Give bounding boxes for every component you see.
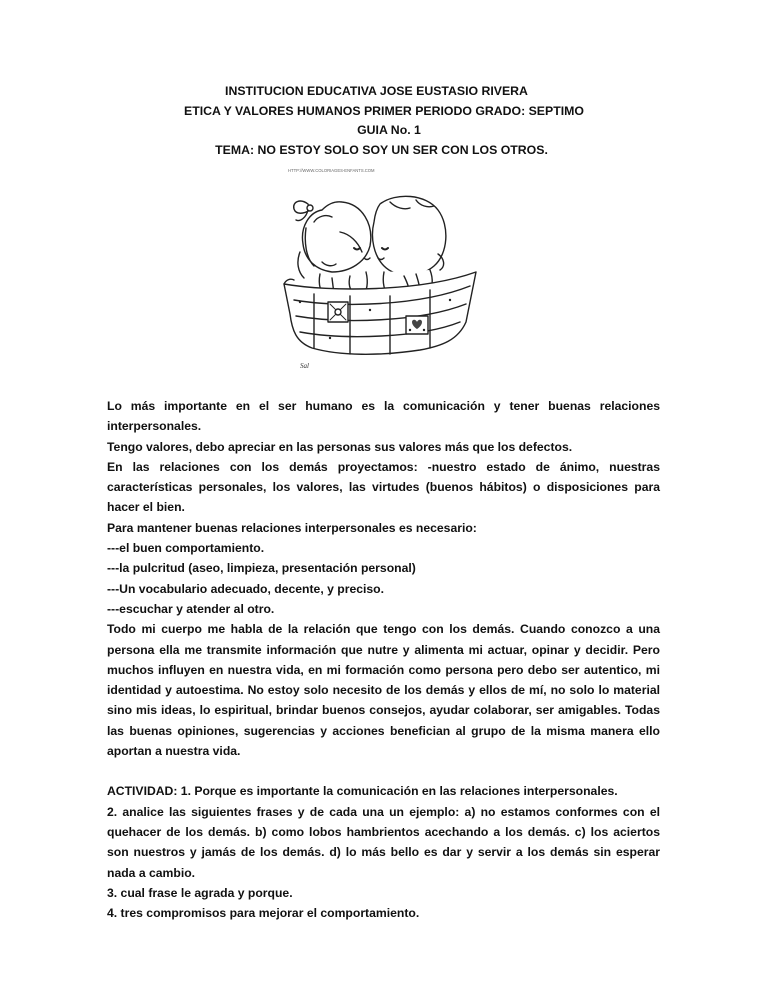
course-info: ETICA Y VALORES HUMANOS PRIMER PERIODO GRADO: SEPTIMO — [184, 103, 584, 118]
activity-question-1: ACTIVIDAD: 1. Porque es importante la comunicación en las relaciones interpersonales. — [107, 784, 618, 799]
list-item: ---la pulcritud (aseo, limpieza, presentación personal) — [107, 561, 416, 576]
activity-question-3: 3. cual frase le agrada y porque. — [107, 885, 293, 900]
paragraph-values: Tengo valores, debo apreciar en las personas sus valores más que los defectos. — [107, 439, 573, 454]
paragraph-intro: Lo más importante en el ser humano es la comunicación y tener buenas relaciones interpersonales. — [107, 399, 660, 434]
document-body — [107, 396, 660, 923]
paragraph-relations: Todo mi cuerpo me habla de la relación que tengo con los demás. Cuando conozco a una persona ella me transmite información que nutre y alimenta mi actuar, opinar y decidir. Pero muchos influyen en nuestra vida, en mi formación como persona pero debo ser autentico, mi identidad y autoestima. No estoy solo necesito de los demás y ellos de mí, no solo lo material sino mis ideas, lo espiritual, brindar buenos consejos, ayudar colaborar, ser amigables. Todas las buenas opiniones, sugerencias y acciones benefician al grupo de la misma manera ello aportan a nuestra vida. — [107, 622, 660, 759]
list-item: ---Un vocabulario adecuado, decente, y preciso. — [107, 581, 384, 596]
school-name: INSTITUCION EDUCATIVA JOSE EUSTASIO RIVERA — [225, 84, 528, 98]
paragraph-projections: En las relaciones con los demás proyectamos: -nuestro estado de ánimo, nuestras características personales, los valores, las virtudes (buenos hábitos) o disposiciones para hacer el bien. — [107, 459, 660, 515]
guide-topic: TEMA: NO ESTOY SOLO SOY UN SER CON LOS OTROS. — [215, 143, 548, 158]
illustration-signature: Sal — [300, 362, 309, 370]
document-header — [0, 82, 768, 161]
activity-question-2: 2. analice las siguientes frases y de cada una un ejemplo: a) no estamos conformes con el quehacer de los demás. b) como lobos hambrientos acechando a los demás. c) los aciertos son nuestros y jamás de los demás. d) lo más bello es dar y servir a los demás sin esperar nada a cambio. — [107, 804, 660, 880]
paragraph-requirements: Para mantener buenas relaciones interpersonales es necesario: — [107, 520, 477, 535]
children-in-boat-illustration — [270, 162, 480, 376]
activity-question-4: 4. tres compromisos para mejorar el comportamiento. — [107, 906, 420, 921]
list-item: ---el buen comportamiento. — [107, 541, 265, 556]
illustration-source-text: HTTP://WWW.COLORIAGES-ENFANTS.COM — [288, 168, 375, 173]
spacer — [107, 761, 660, 781]
list-item: ---escuchar y atender al otro. — [107, 601, 275, 616]
guide-number: GUIA No. 1 — [357, 123, 421, 138]
